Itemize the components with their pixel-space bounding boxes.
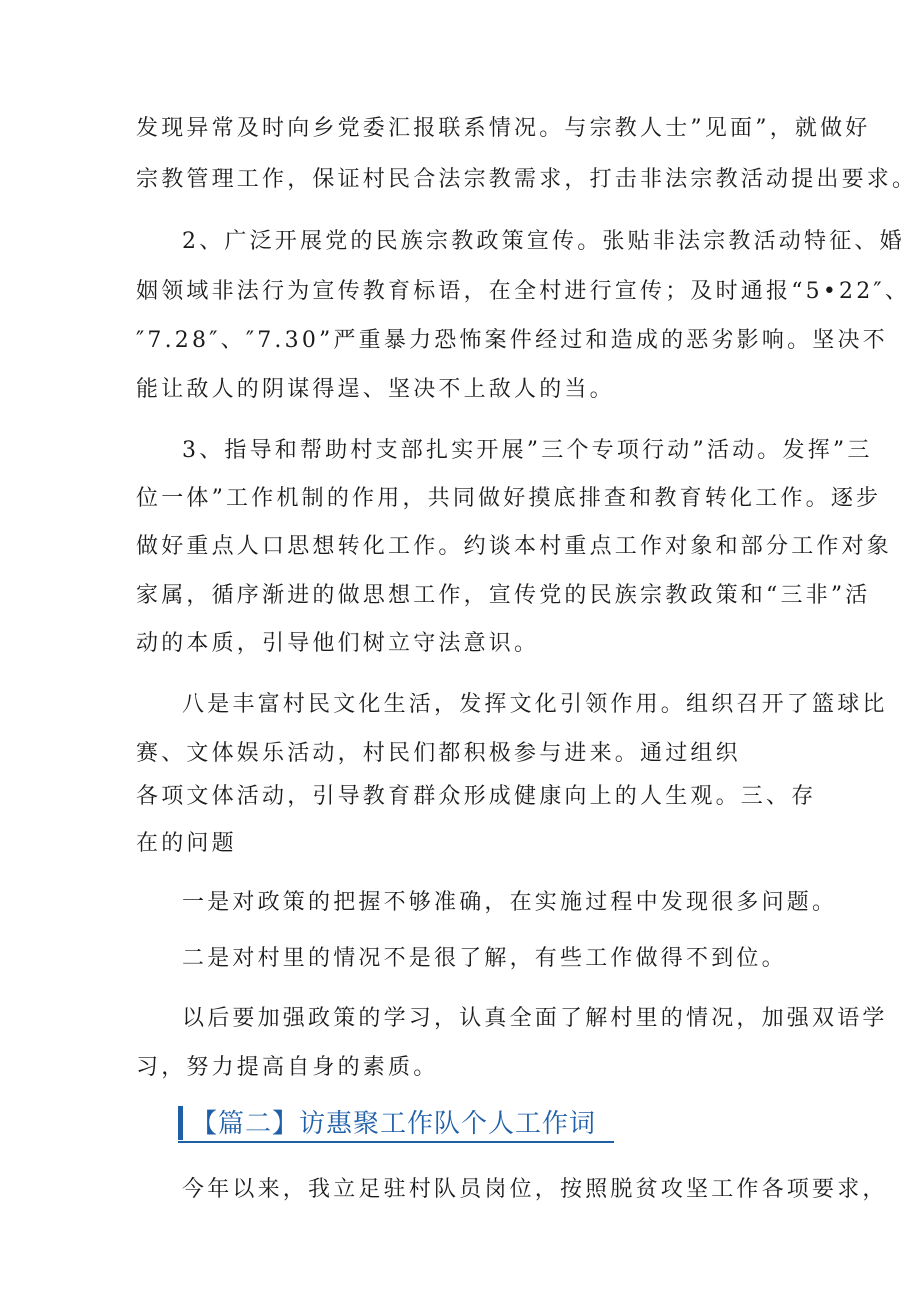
paragraph-line: 家属，循序渐进的做思想工作，宣传党的民族宗教政策和“三非”活 [136, 583, 871, 608]
paragraph-line: ″7.28″、″7.30”严重暴力恐怖案件经过和造成的恶劣影响。坚决不 [136, 328, 888, 353]
paragraph-line: 在的问题 [136, 831, 237, 856]
paragraph-line: 姻领域非法行为宣传教育标语，在全村进行宣传；及时通报“5•22″、 [136, 279, 911, 304]
section-heading-text: 【篇二】访惠聚工作队个人工作词 [191, 1109, 597, 1139]
paragraph-line: 一是对政策的把握不够准确，在实施过程中发现很多问题。 [182, 890, 838, 915]
paragraph-line: 能让敌人的阴谋得逞、坚决不上敌人的当。 [136, 377, 615, 402]
paragraph-line: 位一体”工作机制的作用，共同做好摸底排查和教育转化工作。逐步 [136, 486, 882, 511]
paragraph-line: 宗教管理工作，保证村民合法宗教需求，打击非法宗教活动提出要求。 [136, 167, 918, 192]
paragraph-line: 习，努力提高自身的素质。 [136, 1055, 439, 1080]
paragraph-line: 各项文体活动，引导教育群众形成健康向上的人生观。三、存 [136, 784, 817, 809]
heading-underline [178, 1141, 614, 1143]
paragraph-line: 发现异常及时向乡党委汇报联系情况。与宗教人士”见面”，就做好 [136, 116, 871, 141]
paragraph-line: 以后要加强政策的学习，认真全面了解村里的情况，加强双语学 [182, 1006, 888, 1031]
paragraph-line: 3、指导和帮助村支部扎实开展”三个专项行动”活动。发挥”三 [182, 438, 873, 463]
section-heading [178, 1106, 596, 1140]
paragraph-line: 今年以来，我立足驻村队员岗位，按照脱贫攻坚工作各项要求， [182, 1177, 888, 1202]
heading-accent-bar [178, 1106, 183, 1140]
paragraph-line: 2、广泛开展党的民族宗教政策宣传。张贴非法宗教活动特征、婚 [182, 229, 905, 254]
paragraph-line: 动的本质，引导他们树立守法意识。 [136, 631, 540, 656]
paragraph-line: 赛、文体娱乐活动，村民们都积极参与进来。通过组织 [136, 741, 741, 766]
paragraph-line: 做好重点人口思想转化工作。约谈本村重点工作对象和部分工作对象 [136, 534, 893, 559]
paragraph-line: 八是丰富村民文化生活，发挥文化引领作用。组织召开了篮球比 [182, 692, 888, 717]
paragraph-line: 二是对村里的情况不是很了解，有些工作做得不到位。 [182, 946, 787, 971]
